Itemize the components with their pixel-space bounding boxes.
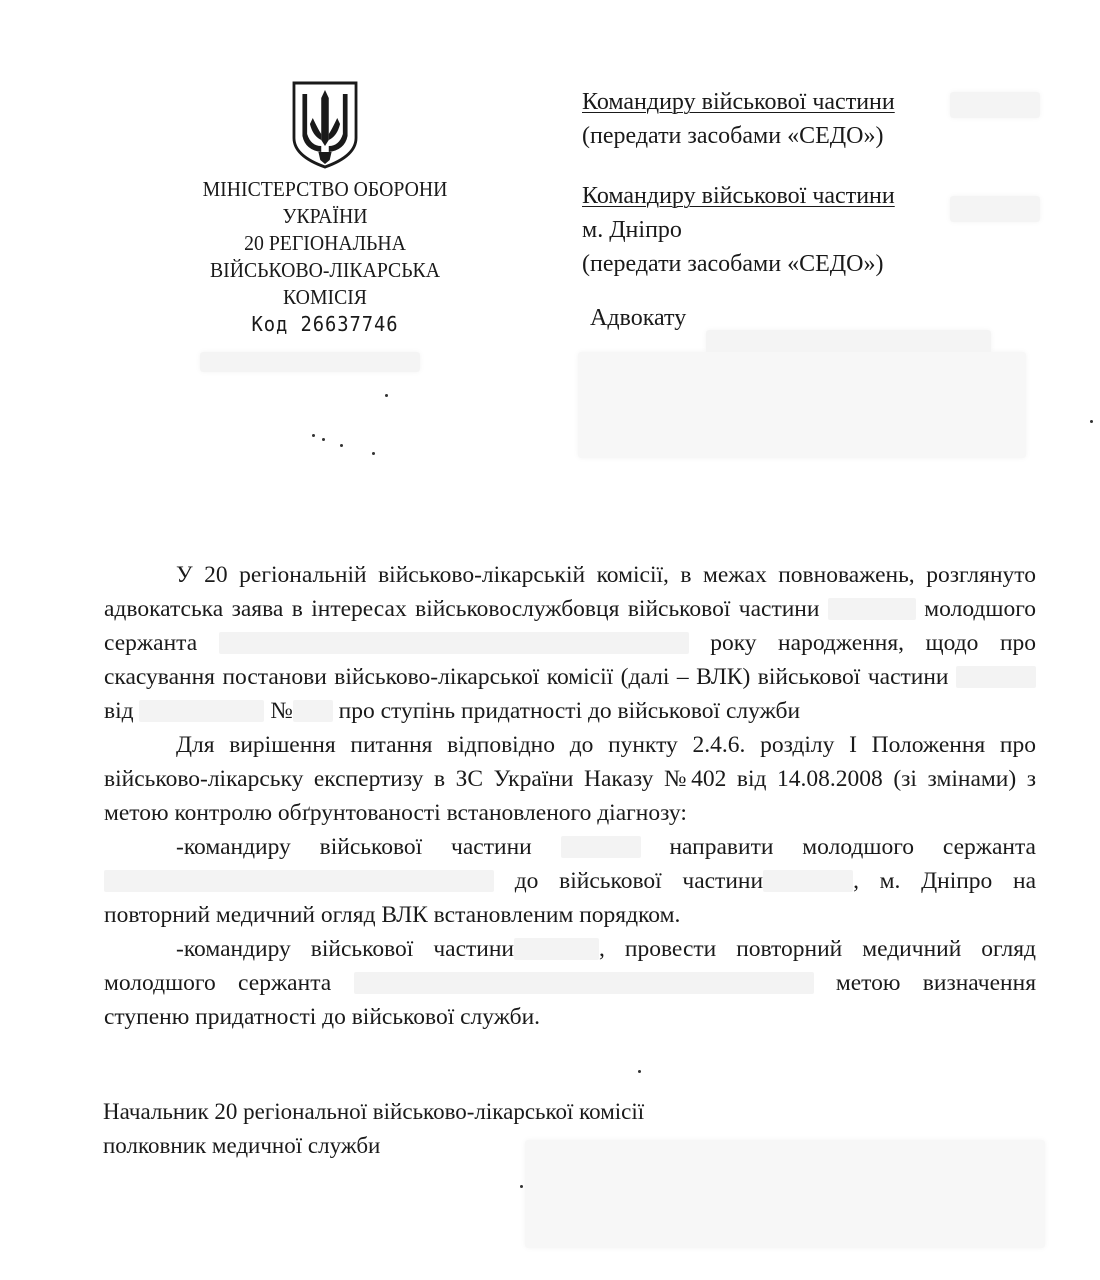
p1-text-b: молодшого сержанта: [104, 596, 1037, 656]
p4-text-c: метою визначення ступеню придатності до військової служби.: [104, 970, 1037, 1030]
p4-text-a: -командиру військової частини: [176, 936, 515, 962]
redacted-field: [104, 870, 494, 892]
country-name: УКРАЇНИ: [282, 204, 368, 228]
scan-speck: [322, 438, 325, 441]
redacted-field: [828, 598, 916, 620]
signer-rank: полковник медичної служби: [103, 1133, 381, 1158]
redacted-field: [956, 666, 1036, 688]
p1-text-e: №: [270, 698, 293, 724]
p3-text-a: -командиру військової частини: [176, 834, 532, 860]
redacted-field: [354, 972, 814, 994]
p4-text-b: , провести повторний медичний огляд молодшого сержанта: [104, 936, 1036, 996]
scan-speck: [638, 1070, 641, 1073]
paragraph-2: Для вирішення питання відповідно до пункту 2.4.6. розділу І Положення про військово-лікарську експертизу в ЗС України Наказу №402 від 14.08.2008 (зі змінами) з метою контролю обґрунтованості встановленого діагнозу:: [104, 732, 1036, 826]
paragraph-3: [104, 830, 1036, 932]
redacted-area: [200, 352, 420, 372]
redacted-field: [219, 632, 689, 654]
redacted-field: [763, 870, 853, 892]
issuer-header: [170, 80, 480, 338]
p3-text-d: , м. Дніпро на повторний медичний огляд ВЛК встановленим порядком.: [104, 868, 1037, 928]
redacted-field: [139, 700, 264, 722]
redacted-area: [706, 330, 991, 354]
addressee-1-title: Командиру військової частини: [582, 89, 895, 115]
addressee-3-title: Адвокату: [590, 305, 687, 331]
letter-body: [104, 558, 1036, 1034]
redacted-area: [950, 196, 1040, 222]
org-name-line2: ВІЙСЬКОВО-ЛІКАРСЬКА: [210, 258, 440, 282]
ukraine-trident-emblem-icon: [290, 80, 360, 170]
scan-speck: [520, 1185, 523, 1188]
scan-speck: [372, 452, 375, 455]
org-name-line3: КОМІСІЯ: [283, 285, 367, 309]
redacted-field: [561, 836, 641, 858]
p1-text-c: року народження, щодо про скасування постанови військово-лікарської комісії (далі – ВЛК) військової частини: [104, 630, 1037, 690]
signer-position: Начальник 20 регіональної військово-лікарської комісії: [103, 1099, 645, 1124]
addressee-2-city: м. Дніпро: [582, 217, 682, 243]
org-code: Код 26637746: [251, 312, 399, 336]
redacted-signature-area: [525, 1140, 1045, 1248]
addressee-2-note: (передати засобами «СЕДО»): [582, 251, 884, 277]
scan-speck: [1090, 420, 1093, 423]
scan-speck: [312, 434, 315, 437]
addressee-2-title: Командиру військової частини: [582, 183, 895, 209]
p1-text-f: про ступінь придатності до військової служби: [338, 698, 801, 724]
org-name-line1: 20 РЕГІОНАЛЬНА: [244, 231, 406, 255]
redacted-area: [578, 352, 1026, 458]
paragraph-4: [104, 932, 1036, 1034]
ministry-name: МІНІСТЕРСТВО ОБОРОНИ: [202, 177, 448, 201]
p1-text-d: від: [104, 698, 134, 724]
p3-text-b: направити молодшого сержанта: [669, 834, 1036, 860]
redacted-area: [950, 92, 1040, 118]
paragraph-1: [104, 558, 1036, 728]
scan-speck: [385, 394, 388, 397]
redacted-field: [514, 938, 599, 960]
p1-text-a: У 20 регіональній військово-лікарській комісії, в межах повноважень, розглянуто адвокатська заява в інтересах військовослужбовця військової частини: [104, 562, 1036, 622]
scan-speck: [340, 444, 343, 447]
redacted-field: [293, 700, 333, 722]
p3-text-c: до військової частини: [514, 868, 764, 894]
addressee-1-note: (передати засобами «СЕДО»): [582, 123, 884, 149]
